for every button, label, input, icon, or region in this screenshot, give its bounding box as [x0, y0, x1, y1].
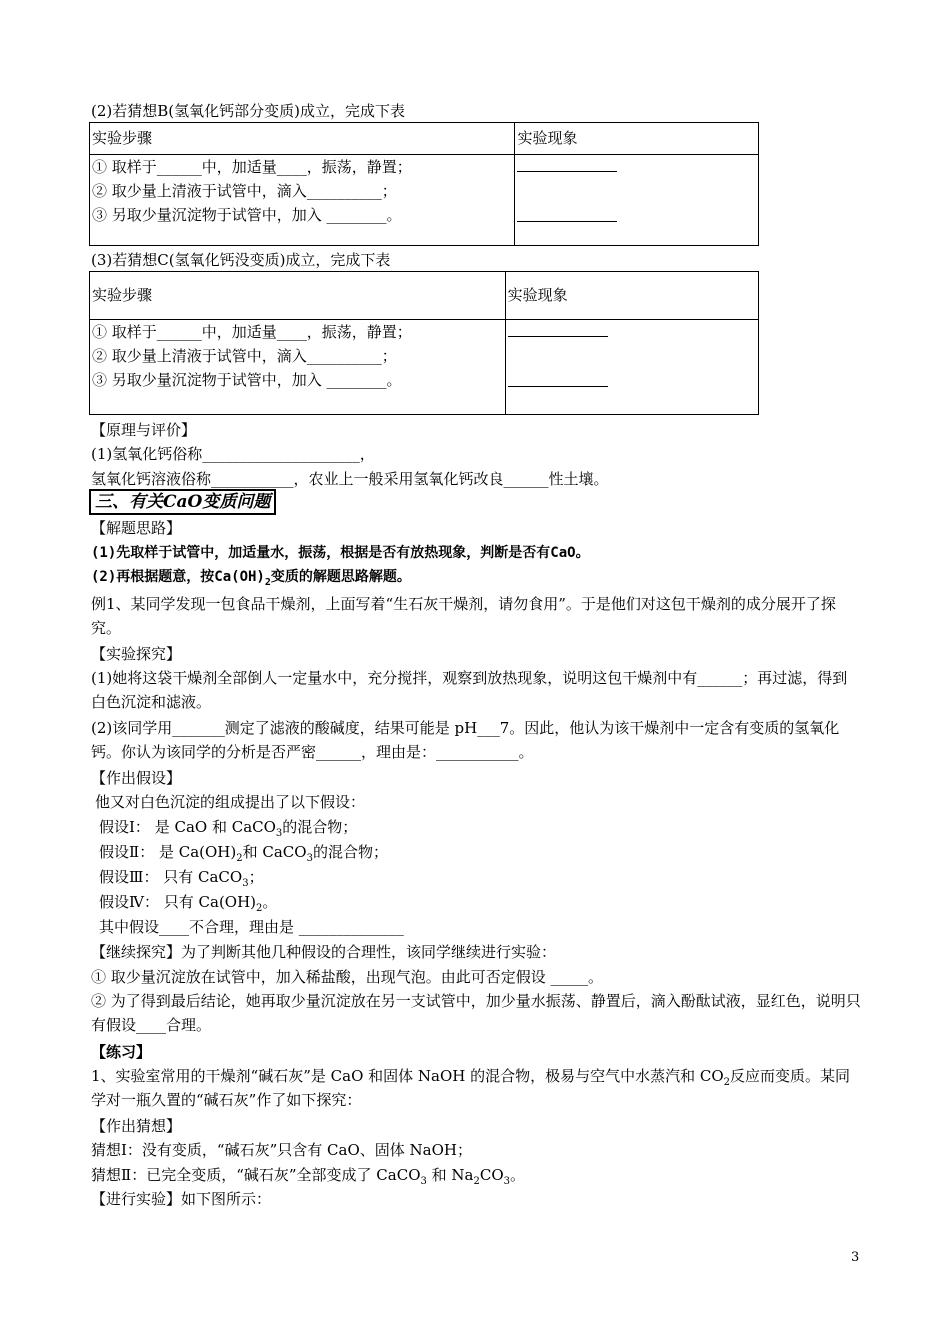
- guess-c-heading: (3)若猜想C(氢氧化钙没变质)成立，完成下表: [91, 251, 391, 269]
- step-2: ② 取少量上清液于试管中，滴入__________；: [92, 347, 397, 365]
- hypothesis-2: 假设Ⅱ： 是 $Ca(OH)_2$和 CaCO$_3$的混合物；: [99, 843, 388, 864]
- guess-b-heading: (2)若猜想B(氢氧化钙部分变质)成立，完成下表: [91, 102, 405, 120]
- continue-heading: 【继续探究】为了判断其他几种假设的合理性，该同学继续进行实验：: [91, 943, 557, 961]
- table-steps-cell: [90, 155, 515, 246]
- table-guess-c: [89, 271, 759, 415]
- explore-line-1: (1)她将这袋干燥剂全部倒人一定量水中，充分搅拌，观察到放热现象，说明这包干燥剂中有______；再过滤，得到白色沉淀和滤液。: [91, 669, 848, 711]
- solve-heading: 【解题思路】: [91, 519, 182, 537]
- continue-step-2: ② 为了得到最后结论，她再取少量沉淀放在另一支试管中，加少量水振荡、静置后，滴入酚酞试液，显红色，说明只有假设____合理。: [91, 992, 861, 1034]
- step-3: ③ 另取少量沉淀物于试管中，加入 ________。: [92, 206, 402, 224]
- hypothesis-3: 假设Ⅲ： 只有 CaCO$_3$；: [99, 868, 264, 889]
- do-experiment: 【进行实验】如下图所示：: [91, 1190, 272, 1208]
- phenomenon-blank-1: [508, 324, 608, 337]
- table-header-steps: 实验步骤: [90, 123, 515, 155]
- hypothesis-1: 假设Ⅰ： 是 CaO 和 CaCO$_3$的混合物；: [99, 818, 358, 839]
- step-1: ① 取样于______中，加适量____，振荡，静置；: [92, 323, 412, 341]
- explore-heading: 【实验探究】: [91, 645, 182, 663]
- principle-line-2: 氢氧化钙溶液俗称___________，农业上一般采用氢氧化钙改良______性土壤。: [91, 470, 609, 488]
- step-2: ② 取少量上清液于试管中，滴入__________；: [92, 182, 397, 200]
- table-header-phenomena: 实验现象: [515, 123, 759, 155]
- hypothesis-4: 假设Ⅳ： 只有 $Ca(OH)_2$。: [99, 893, 278, 914]
- example-1: 例1、某同学发现一包食品干燥剂，上面写着“生石灰干燥剂，请勿食用”。于是他们对这包干燥剂的成分展开了探究。: [91, 595, 836, 637]
- table-phenomena-cell: [505, 320, 758, 415]
- phenomenon-blank-2: [508, 374, 608, 387]
- phenomenon-blank-1: [517, 159, 617, 172]
- table-phenomena-cell: [515, 155, 759, 246]
- table-guess-b: [89, 122, 759, 246]
- principle-heading: 【原理与评价】: [91, 421, 197, 439]
- solve-line-1: (1)先取样于试管中，加适量水，振荡，根据是否有放热现象，判断是否有CaO。: [91, 545, 590, 561]
- hypothesis-heading: 【作出假设】: [91, 769, 182, 787]
- step-1: ① 取样于______中，加适量____，振荡，静置；: [92, 158, 412, 176]
- step-3: ③ 另取少量沉淀物于试管中，加入 ________。: [92, 371, 402, 389]
- hypothesis-intro: 他又对白色沉淀的组成提出了以下假设：: [95, 793, 366, 811]
- continue-step-1: ① 取少量沉淀放在试管中，加入稀盐酸，出现气泡。由此可否定假设 _____。: [91, 968, 604, 986]
- principle-line-1: (1)氢氧化钙俗称_____________________，: [91, 445, 375, 463]
- explore-line-2: (2)该同学用_______测定了滤液的酸碱度，结果可能是 pH___7。因此，他认为该干燥剂中一定含有变质的氢氧化钙。你认为该同学的分析是否严密______，理由是：___________。: [91, 719, 840, 761]
- table-header-phenomena: 实验现象: [505, 272, 758, 320]
- phenomenon-blank-2: [517, 209, 617, 222]
- practice-heading: 【练习】: [91, 1043, 152, 1061]
- guess-2: 猜想Ⅱ：已完全变质，“碱石灰”全部变成了 CaCO$_3$ 和 $Na_2CO_3$。: [91, 1166, 526, 1187]
- table-header-steps: 实验步骤: [90, 272, 506, 320]
- table-steps-cell: [90, 320, 506, 415]
- guess-heading: 【作出猜想】: [91, 1117, 182, 1135]
- guess-1: 猜想Ⅰ：没有变质，“碱石灰”只含有 CaO、固体 NaOH；: [91, 1141, 472, 1159]
- page-number: 3: [851, 1250, 860, 1265]
- practice-question-1: 1、实验室常用的干燥剂“碱石灰”是 CaO 和固体 NaOH 的混合物，极易与空气中水蒸汽和 $CO_2$反应而变质。某同学对一瓶久置的“碱石灰”作了如下探究：: [91, 1067, 851, 1109]
- section-3-title: 三、有关CaO变质问题: [89, 489, 276, 515]
- solve-line-2: (2)再根据题意，按$Ca(OH)_2$变质的解题思路解题。: [91, 569, 411, 588]
- hypothesis-unreasonable: 其中假设____不合理，理由是 ______________: [99, 918, 404, 936]
